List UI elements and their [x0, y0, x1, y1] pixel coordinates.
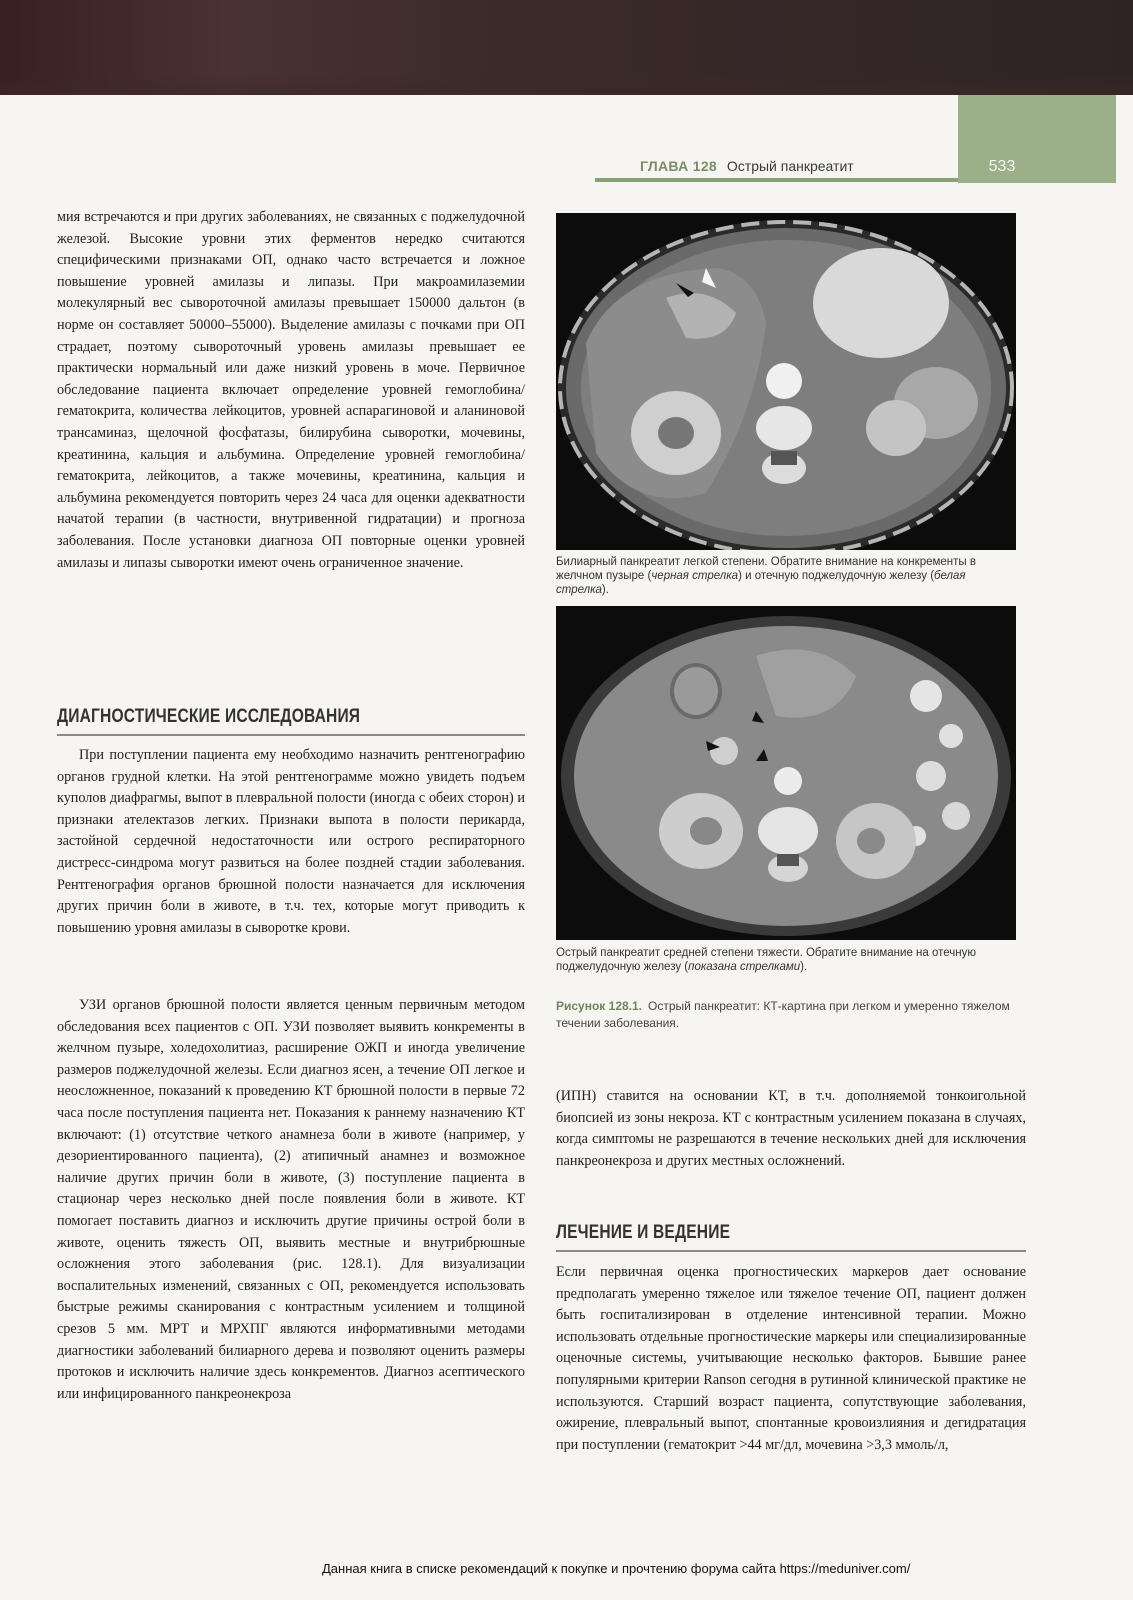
paragraph: мия встречаются и при других заболеваниях, не связанных с поджелудочной железой. Высокие уровни этих ферментов нередко считаются специфическими признаками ОП, однако часто встречается и ложное повышение уровней амилазы и липазы. При макроамилаземии молекулярный вес сывороточной амилазы превышает 150000 дальтон (в норме он составляет 50000–55000). Выделение амилазы с почками при ОП страдает, поэтому сывороточный уровень амилазы превышает ее практически нормальный или даже низкий уровень в моче. Первичное обследование пациента включает определение уровней гемоглобина/гематокрита, количества лейкоцитов, уровней аспарагиновой и аланиновой трансаминаз, щелочной фосфатазы, билирубина сыворотки, мочевины, креатинина, кальция и альбумина. Определение уровней гемоглобина/гематокрита, лейкоцитов, а также мочевины, креатинина, кальция и альбумина рекомендуется повторить через 24 часа для оценки адекватности начатой терапии (в частности, внутривенной гидратации) и прогноза заболевания. После установки диагноза ОП повторные оценки уровней амилазы и липазы сыворотки имеют очень ограниченное значение.	[57, 209, 525, 571]
figure-label-text: Острый панкреатит: КТ-картина при легком и умеренно тяжелом течении заболевания.	[556, 999, 1010, 1030]
header-rule	[595, 178, 958, 182]
section-rule	[57, 734, 525, 736]
left-column-paragraph-2	[57, 745, 525, 939]
section-rule	[556, 1250, 1026, 1252]
right-column-paragraph-2	[556, 1262, 1026, 1456]
paragraph: (ИПН) ставится на основании КТ, в т.ч. дополняемой тонкоигольной биопсией из зоны некроза. КТ с контрастным усилением показана в случаях, когда симптомы не разрешаются в течение нескольких дней для исключения панкреонекроза и других местных осложнений.	[556, 1088, 1026, 1169]
paragraph: При поступлении пациента ему необходимо назначить рентгенографию органов грудной клетки. На этой рентгенограмме можно увидеть подъем куполов диафрагмы, выпот в плевральной полости (иногда с обеих сторон) и признаки ателектазов легких. Признаки выпота в полости перикарда, застойной сердечной недостаточности или острого респираторного дистресс-синдрома могут развиться на более поздней стадии заболевания. Рентгенография органов брюшной полости назначается для исключения других причин боли в животе, в т.ч. тех, которые могут приводить к повышению уровня амилазы в сыворотке крови.	[57, 747, 525, 936]
running-header	[640, 158, 950, 174]
section-heading-diagnostics: ДИАГНОСТИЧЕСКИЕ ИССЛЕДОВАНИЯ	[57, 706, 361, 727]
figure-label	[556, 998, 1024, 1032]
page-number: 533	[988, 158, 1016, 175]
paragraph: УЗИ органов брюшной полости является ценным первичным методом обследования всех пациентов с ОП. УЗИ позволяет выявить конкременты в желчном пузыре, холедохолитиаз, расширение ОЖП и иногда увеличение размеров поджелудочной железы. Если диагноз ясен, а течение ОП легкое и неосложненное, показаний к проведению КТ брюшной полости в первые 72 часа после поступления пациента нет. Показания к раннему назначению КТ включают: (1) отсутствие четкого анамнеза боли в животе (например, у дезориентированного пациента), (2) атипичный анамнез и возможное наличие других причин боли в животе, (3) поступление пациента в стационар через несколько дней после появления боли в животе. КТ помогает поставить диагноз и исключить другие причины острой боли в животе, оценить тяжесть ОП, выявить местные и внутрибрюшные осложнения этого заболевания (рис. 128.1). Для визуализации воспалительных изменений, связанных с ОП, рекомендуется использовать быстрые режимы сканирования с контрастным усилением и толщиной срезов 5 мм. МРТ и МРХПГ являются информативными методами диагностики заболеваний билиарного дерева и позволяют оценить размеры протоков и исключить наличие здесь конкрементов. Диагноз асептического или инфицированного панкреонекроза	[57, 997, 525, 1402]
ct-image-mild-pancreatitis	[556, 213, 1016, 550]
figure-number: Рисунок 128.1.	[556, 999, 643, 1013]
footer-note: Данная книга в списке рекомендаций к покупке и прочтению форума сайта https://meduniver.com/	[322, 1561, 911, 1576]
chapter-title: Острый панкреатит	[726, 158, 854, 174]
figure-caption-bottom: Острый панкреатит средней степени тяжести. Обратите внимание на отечную поджелудочную железу (показана стрелками).	[556, 947, 976, 973]
left-column-paragraph-3	[57, 995, 525, 1405]
section-heading-treatment: ЛЕЧЕНИЕ И ВЕДЕНИЕ	[556, 1222, 731, 1243]
paragraph: Если первичная оценка прогностических маркеров дает основание предполагать умеренно тяжелое или тяжелое течение ОП, пациент должен быть госпитализирован в отделение интенсивной терапии. Можно использовать отдельные прогностические маркеры или специализированные оценочные системы, учитывающие несколько факторов. Бывшие ранее популярными критерии Ranson сегодня в рутинной клинической практике не используются. Старший возраст пациента, сопутствующие заболевания, ожирение, плевральный выпот, спонтанные кровоизлияния и дегидратация при поступлении (гематокрит >44 мг/дл, мочевина >3,3 ммоль/л,	[556, 1264, 1026, 1453]
ct-image-moderate-pancreatitis	[556, 606, 1016, 940]
left-column-paragraph-1	[57, 207, 525, 672]
figure-caption-top: Билиарный панкреатит легкой степени. Обратите внимание на конкременты в желчном пузыре (черная стрелка) и отечную поджелудочную железу (белая стрелка).	[556, 556, 976, 596]
photo-top-edge	[0, 0, 1133, 95]
chapter-number: ГЛАВА 128	[640, 158, 717, 174]
right-column-paragraph-1	[556, 1086, 1026, 1172]
